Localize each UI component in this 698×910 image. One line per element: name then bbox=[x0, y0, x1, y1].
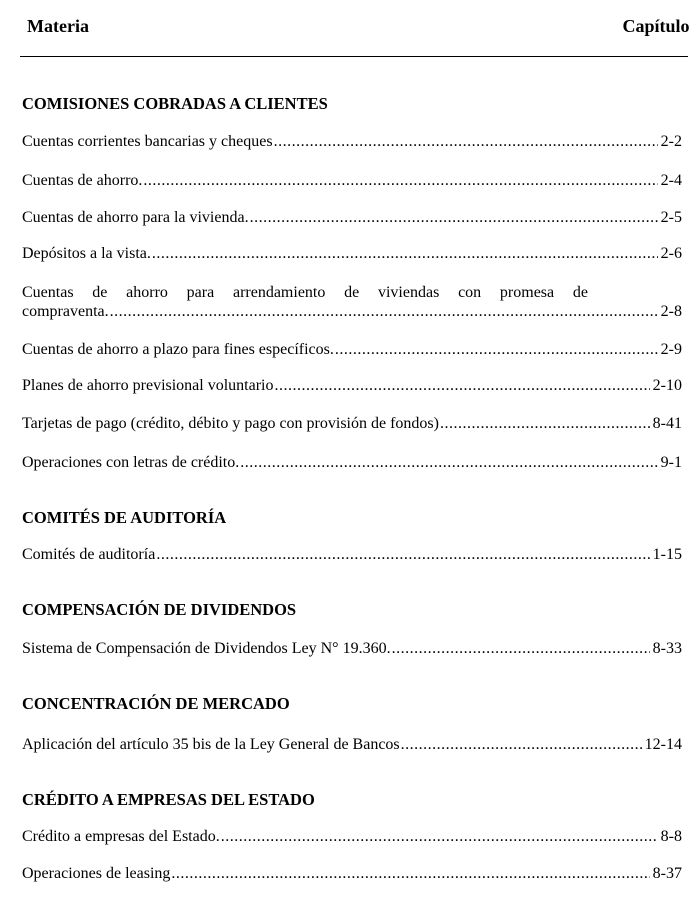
entry-text: Cuentas de ahorro a plazo para fines específicos. bbox=[22, 341, 334, 358]
leader-dots bbox=[152, 244, 658, 263]
entry-text: Depósitos a la vista. bbox=[22, 245, 151, 262]
leader-dots bbox=[274, 132, 658, 151]
section-comisiones bbox=[22, 94, 682, 114]
index-entry[interactable] bbox=[22, 864, 682, 883]
leader-dots bbox=[335, 340, 658, 359]
index-entry[interactable] bbox=[22, 283, 682, 321]
index-entry[interactable] bbox=[22, 340, 682, 359]
entry-page: 1-15 bbox=[652, 546, 682, 563]
entry-page: 2-10 bbox=[652, 377, 682, 394]
index-entry[interactable] bbox=[22, 376, 682, 395]
entry-page: 2-9 bbox=[660, 341, 682, 358]
leader-dots bbox=[221, 827, 658, 846]
section-credito bbox=[22, 790, 682, 810]
entry-page: 9-1 bbox=[660, 454, 682, 471]
entry-text: Cuentas de ahorro. bbox=[22, 172, 143, 189]
index-entry[interactable] bbox=[22, 453, 682, 472]
leader-dots bbox=[240, 453, 657, 472]
entry-text: Cuentas corrientes bancarias y cheques bbox=[22, 133, 273, 150]
index-entry[interactable] bbox=[22, 545, 682, 564]
entry-page: 8-8 bbox=[660, 828, 682, 845]
entry-text: Crédito a empresas del Estado. bbox=[22, 828, 220, 845]
index-entry[interactable] bbox=[22, 414, 682, 433]
section-comites bbox=[22, 508, 682, 528]
leader-dots bbox=[440, 414, 650, 433]
index-entry[interactable] bbox=[22, 827, 682, 846]
entry-page: 2-4 bbox=[660, 172, 682, 189]
section-title: CRÉDITO A EMPRESAS DEL ESTADO bbox=[22, 790, 315, 809]
entry-text: Cuentas de ahorro para la vivienda. bbox=[22, 209, 249, 226]
leader-dots bbox=[275, 376, 650, 395]
section-title: CONCENTRACIÓN DE MERCADO bbox=[22, 694, 290, 713]
entry-text: Sistema de Compensación de Dividendos Ley N° 19.360. bbox=[22, 640, 391, 657]
entry-page: 8-37 bbox=[652, 865, 682, 882]
section-concentracion bbox=[22, 694, 682, 714]
index-entry[interactable] bbox=[22, 639, 682, 658]
entry-text: Planes de ahorro previsional voluntario bbox=[22, 377, 274, 394]
entry-text: Tarjetas de pago (crédito, débito y pago con provisión de fondos) bbox=[22, 415, 439, 432]
entry-text: Comités de auditoría bbox=[22, 546, 156, 563]
index-entry[interactable] bbox=[22, 132, 682, 151]
entry-page: 2-6 bbox=[660, 245, 682, 262]
index-entry[interactable] bbox=[22, 208, 682, 227]
leader-dots bbox=[110, 302, 658, 321]
index-entry[interactable] bbox=[22, 735, 682, 754]
entry-text-line2: compraventa. bbox=[22, 303, 109, 320]
column-header-materia: Materia bbox=[27, 16, 89, 36]
index-entry[interactable] bbox=[22, 171, 682, 190]
leader-dots bbox=[143, 171, 657, 190]
table-header bbox=[20, 14, 688, 57]
column-header-capitulo: Capítulo bbox=[622, 16, 690, 36]
entry-page: 2-8 bbox=[660, 303, 682, 320]
entry-text: Operaciones de leasing bbox=[22, 865, 171, 882]
leader-dots bbox=[250, 208, 658, 227]
section-compensacion bbox=[22, 600, 682, 620]
entry-text-line1: Cuentas de ahorro para arrendamiento de viviendas con promesa de bbox=[22, 284, 588, 301]
entry-text: Aplicación del artículo 35 bis de la Ley General de Bancos bbox=[22, 736, 400, 753]
entry-page: 12-14 bbox=[644, 736, 682, 753]
leader-dots bbox=[392, 639, 650, 658]
leader-dots bbox=[156, 545, 649, 564]
entry-page: 2-5 bbox=[660, 209, 682, 226]
entry-page: 2-2 bbox=[660, 133, 682, 150]
index-entry[interactable] bbox=[22, 244, 682, 263]
entry-text: Operaciones con letras de crédito. bbox=[22, 454, 240, 471]
section-title: COMISIONES COBRADAS A CLIENTES bbox=[22, 94, 328, 113]
leader-dots bbox=[171, 864, 649, 883]
entry-page: 8-41 bbox=[652, 415, 682, 432]
entry-page: 8-33 bbox=[652, 640, 682, 657]
section-title: COMPENSACIÓN DE DIVIDENDOS bbox=[22, 600, 297, 619]
leader-dots bbox=[401, 735, 642, 754]
section-title: COMITÉS DE AUDITORÍA bbox=[22, 508, 227, 527]
